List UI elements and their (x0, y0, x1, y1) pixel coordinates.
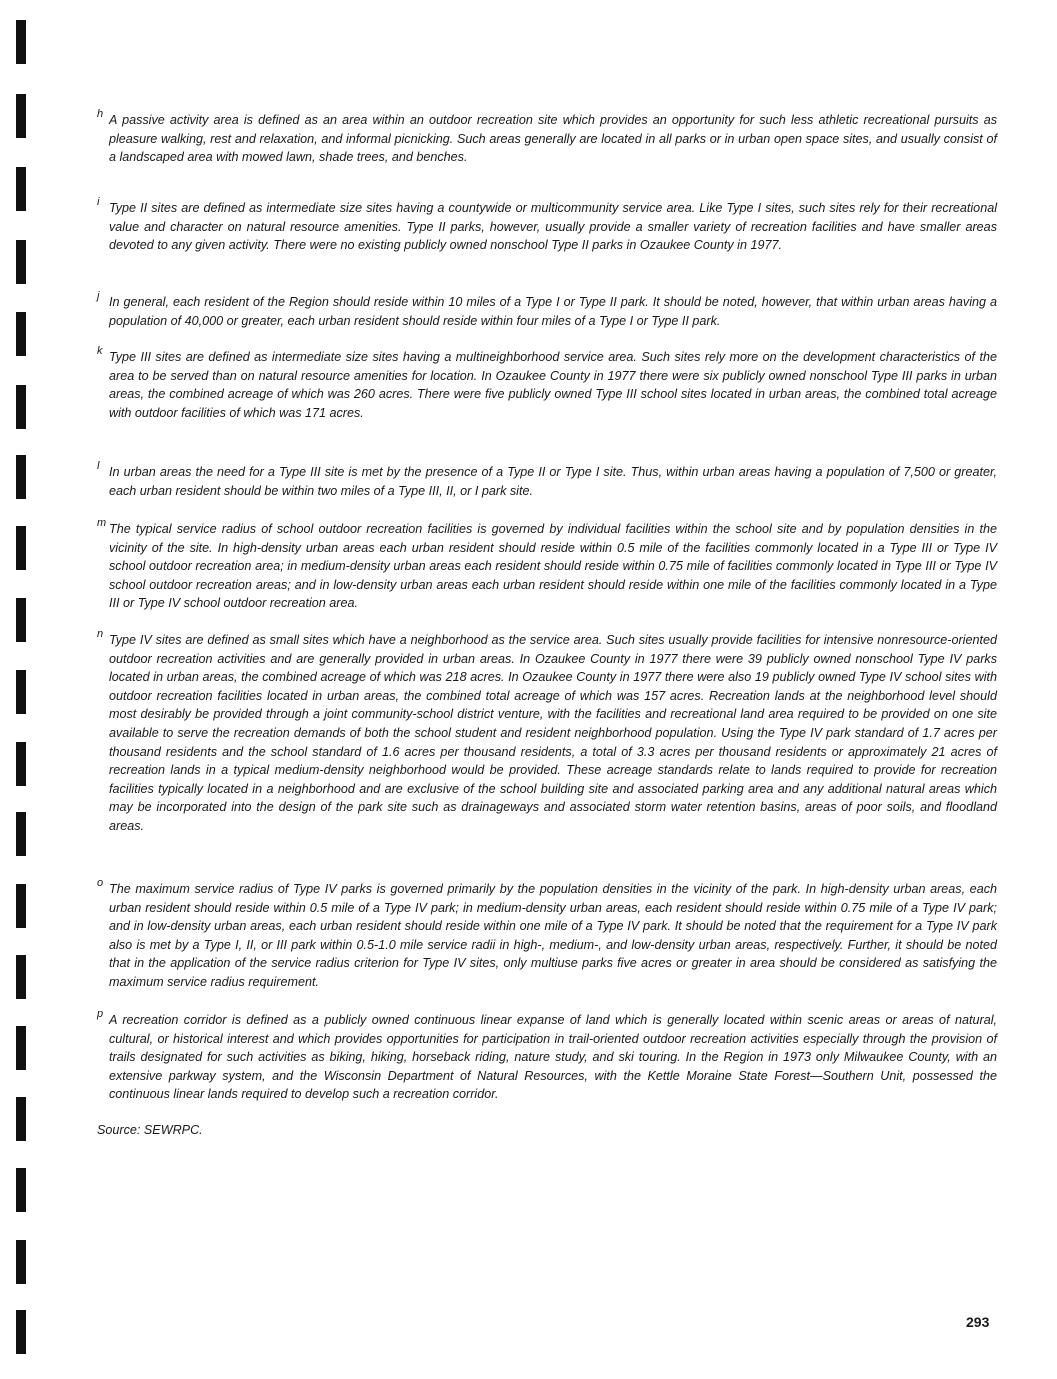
footnote-marker: h (97, 108, 104, 120)
footnote-text: The typical service radius of school outdoor recreation facilities is governed by individual facilities within the school site and by population densities in the vicinity of the site. In high-density urban areas each urban resident should reside within 0.5 mile of the facilities commonly located in a Type III or Type IV school outdoor recreation area; in medium-density urban areas each resident should reside within 0.75 mile of facilities commonly located in Type III or Type IV school outdoor recreation areas; and in low-density urban areas each urban resident should reside within one mile of the facilities commonly located in a Type III or Type IV school outdoor recreation area. (109, 522, 997, 611)
footnote-h (97, 108, 997, 167)
binding-mark (16, 1026, 26, 1070)
footnote-i (97, 196, 997, 255)
footnote-marker: p (97, 1008, 104, 1020)
footnote-marker: n (97, 628, 104, 640)
footnote-text: Type IV sites are defined as small sites which have a neighborhood as the service area. Such sites usually provide facilities for intensive nonresource-oriented outdoor recreation activities and are generally provided in urban areas. In Ozaukee County in 1977 there were 39 publicly owned nonschool Type IV parks located in urban areas, the combined acreage of which was 218 acres. In Ozaukee County in 1977 there were also 19 publicly owned Type IV school sites with outdoor recreation facilities located in urban areas, the combined total acreage of which was 157 acres. Recreation lands at the neighborhood level should most desirably be provided through a joint community-school district venture, with the facilities and recreational land area required to be provided on one site available to serve the recreation demands of both the school student and resident neighborhood population. Using the Type IV park standard of 1.7 acres per thousand residents and the school standard of 1.6 acres per thousand residents, a total of 3.3 acres per thousand residents or approximately 21 acres of recreation lands in a typical medium-density neighborhood would be provided. These acreage standards relate to lands required to provide for recreation facilities typically located in a neighborhood and are exclusive of the school building site and associated parking area and any additional natural areas which may be incorporated into the design of the park site such as drainageways and associated storm water retention basins, areas of poor soils, and floodland areas. (109, 633, 997, 833)
footnote-n (97, 628, 997, 836)
binding-mark (16, 812, 26, 856)
footnote-o (97, 877, 997, 992)
footnote-marker: m (97, 517, 107, 529)
footnote-marker: l (97, 460, 100, 472)
binding-mark (16, 742, 26, 786)
footnote-text: In urban areas the need for a Type III site is met by the presence of a Type II or Type I site. Thus, within urban areas having a population of 7,500 or greater, each urban resident should be within two miles of a Type III, II, or I park site. (109, 465, 997, 498)
binding-marks (16, 0, 30, 1379)
footnote-l (97, 460, 997, 500)
binding-mark (16, 455, 26, 499)
footnote-text: In general, each resident of the Region should reside within 10 miles of a Type I or Type II park. It should be noted, however, that within urban areas having a population of 40,000 or greater, each urban resident should reside within four miles of a Type I or Type II park. (109, 295, 997, 328)
source-line: Source: SEWRPC. (97, 1123, 203, 1137)
footnote-m (97, 517, 997, 613)
binding-mark (16, 955, 26, 999)
binding-mark (16, 670, 26, 714)
binding-mark (16, 167, 26, 211)
binding-mark (16, 1168, 26, 1212)
binding-mark (16, 385, 26, 429)
footnote-text: A recreation corridor is defined as a publicly owned continuous linear expanse of land which is generally located within scenic areas or areas of natural, cultural, or historical interest and which provides opportunities for participation in trail-oriented outdoor recreation activities especially through the provision of trails designated for such activities as biking, hiking, horseback riding, nature study, and ski touring. In the Region in 1973 only Milwaukee County, with an extensive parkway system, and the Wisconsin Department of Natural Resources, with the Kettle Moraine State Forest—Southern Unit, possessed the continuous linear lands required to develop such a recreation corridor. (109, 1013, 997, 1102)
footnote-marker: i (97, 196, 100, 208)
binding-mark (16, 312, 26, 356)
binding-mark (16, 1240, 26, 1284)
binding-mark (16, 94, 26, 138)
binding-mark (16, 526, 26, 570)
binding-mark (16, 1310, 26, 1354)
page-number: 293 (966, 1314, 990, 1330)
footnote-text: Type II sites are defined as intermediate size sites having a countywide or multicommunity service area. Like Type I sites, such sites rely for their recreational value and character on natural resource amenities. Type II parks, however, usually provide a smaller variety of recreation facilities and have smaller areas devoted to any given activity. There were no existing publicly owned nonschool Type II parks in Ozaukee County in 1977. (109, 201, 997, 253)
binding-mark (16, 1097, 26, 1141)
footnote-marker: j (97, 290, 100, 302)
binding-mark (16, 20, 26, 64)
footnote-text: The maximum service radius of Type IV parks is governed primarily by the population densities in the vicinity of the park. In high-density urban areas, each urban resident should reside within 0.5 mile of a Type IV park; in medium-density urban areas, each resident should reside within 0.75 mile of a Type IV park; and in low-density urban areas, each urban resident should reside within one mile of a Type IV park. It should be noted that the requirement for a Type IV park also is met by a Type I, II, or III park within 0.5-1.0 mile service radii in high-, medium-, and low-density urban areas, respectively. Further, it should be noted that in the application of the service radius criterion for Type IV sites, only multiuse parks five acres or greater in area should be considered as satisfying the maximum service radius requirement. (109, 882, 997, 989)
footnote-p (97, 1008, 997, 1104)
binding-mark (16, 240, 26, 284)
binding-mark (16, 598, 26, 642)
footnote-k (97, 345, 997, 422)
footnote-j (97, 290, 997, 330)
binding-mark (16, 884, 26, 928)
footnote-text: Type III sites are defined as intermediate size sites having a multineighborhood service area. Such sites rely more on the development characteristics of the area to be served than on natural resource amenities for location. In Ozaukee County in 1977 there were six publicly owned nonschool Type III parks in urban areas, the combined acreage of which was 260 acres. There were five publicly owned Type III school sites located in urban areas, the combined total acreage with outdoor facilities of which was 171 acres. (109, 350, 997, 420)
footnote-marker: o (97, 877, 104, 889)
footnote-text: A passive activity area is defined as an area within an outdoor recreation site which provides an opportunity for such less athletic recreational pursuits as pleasure walking, rest and relaxation, and informal picnicking. Such areas generally are located in all parks or in urban open space sites, and usually consist of a landscaped area with mowed lawn, shade trees, and benches. (109, 113, 997, 165)
footnote-marker: k (97, 345, 103, 357)
